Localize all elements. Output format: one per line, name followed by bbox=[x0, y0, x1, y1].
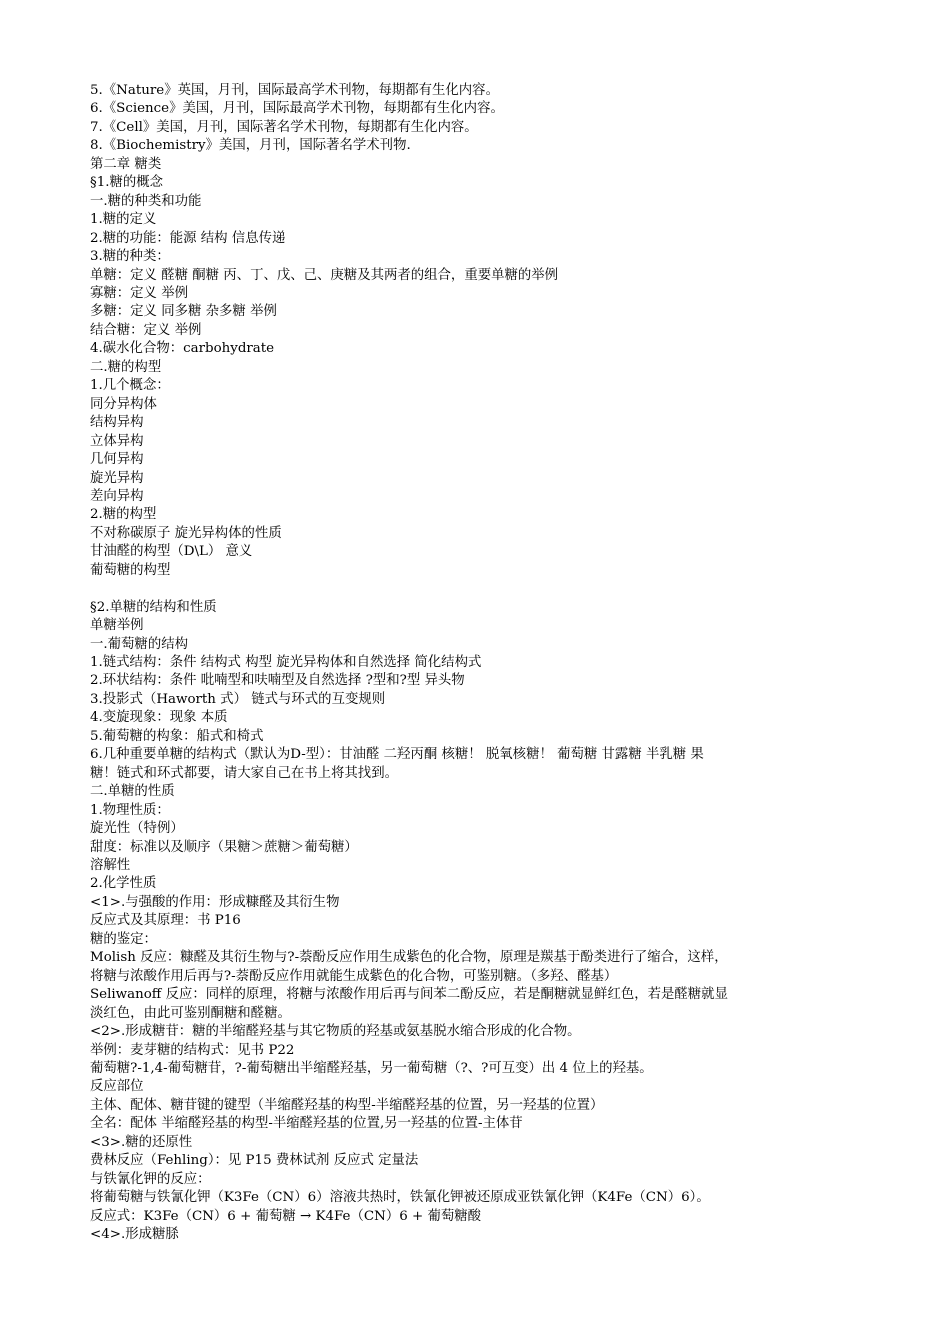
text-line: <3>.糖的还原性 bbox=[90, 1134, 193, 1150]
text-line: 单糖：定义 醛糖 酮糖 丙、丁、戊、己、庚糖及其两者的组合，重要单糖的举例 bbox=[90, 267, 559, 283]
text-line: 6.《Science》美国，月刊，国际最高学术刊物，每期都有生化内容。 bbox=[90, 101, 504, 117]
text-line: <4>.形成糖脎 bbox=[90, 1227, 179, 1243]
text-line: Molish 反应：糠醛及其衍生物与?-萘酚反应作用生成紫色的化合物，原理是羰基于酚类进行了缩合，这样， bbox=[90, 950, 728, 966]
text-line: 旋光异构 bbox=[90, 470, 144, 486]
text-line: 多糖：定义 同多糖 杂多糖 举例 bbox=[90, 304, 277, 320]
text-line: 2.环状结构：条件 吡喃型和呋喃型及自然选择 ?型和?型 异头物 bbox=[90, 673, 465, 689]
text-line: 5.《Nature》英国，月刊，国际最高学术刊物，每期都有生化内容。 bbox=[90, 83, 499, 98]
text-line: 7.《Cell》美国，月刊，国际著名学术刊物，每期都有生化内容。 bbox=[90, 119, 478, 135]
text-line: 糖的鉴定： bbox=[90, 931, 157, 947]
text-line: 1.物理性质： bbox=[90, 802, 170, 818]
text-line: <2>.形成糖苷：糖的半缩醛羟基与其它物质的羟基或氨基脱水缩合形成的化合物。 bbox=[90, 1024, 581, 1040]
text-line: 1.链式结构：条件 结构式 构型 旋光异构体和自然选择 简化结构式 bbox=[90, 655, 482, 671]
text-line: 立体异构 bbox=[90, 433, 144, 449]
text-line: 费林反应（Fehling）：见 P15 费林试剂 反应式 定量法 bbox=[90, 1153, 419, 1169]
text-line: 2.糖的功能：能源 结构 信息传递 bbox=[90, 230, 286, 246]
text-line: 4.碳水化合物：carbohydrate bbox=[90, 341, 275, 357]
text-line: 2.糖的构型 bbox=[90, 507, 157, 523]
text-line: 不对称碳原子 旋光异构体的性质 bbox=[90, 525, 282, 541]
text-line: 3.糖的种类： bbox=[90, 249, 170, 265]
text-line: 结合糖：定义 举例 bbox=[90, 322, 202, 338]
text-line: 二.单糖的性质 bbox=[90, 784, 175, 800]
text-line: 8.《Biochemistry》美国，月刊，国际著名学术刊物. bbox=[90, 138, 411, 154]
text-line: 全名：配体 半缩醛羟基的构型-半缩醛羟基的位置,另一羟基的位置-主体苷 bbox=[90, 1116, 523, 1132]
text-line: 淡红色，由此可鉴别酮糖和醛糖。 bbox=[90, 1005, 291, 1021]
text-line: 主体、配体、糖苷键的键型（半缩醛羟基的构型-半缩醛羟基的位置，另一羟基的位置） bbox=[90, 1097, 604, 1113]
text-line: 葡萄糖?-1,4-葡萄糖苷，?-葡萄糖出半缩醛羟基，另一葡萄糖（?、?可互变）出 4 位上的羟基。 bbox=[90, 1061, 653, 1076]
text-line: 溶解性 bbox=[90, 858, 131, 874]
text-line: 3.投影式（Haworth 式） 链式与环式的互变规则 bbox=[90, 691, 386, 707]
text-line: 旋光性（特例） bbox=[90, 821, 184, 837]
text-line: 5.葡萄糖的构象：船式和椅式 bbox=[90, 728, 264, 744]
text-line: 4.变旋现象：现象 本质 bbox=[90, 710, 228, 726]
text-line: 反应式：K3Fe（CN）6 + 葡萄糖 → K4Fe（CN）6 + 葡萄糖酸 bbox=[90, 1208, 482, 1224]
text-line: §1.糖的概念 bbox=[90, 175, 164, 191]
text-line: 举例：麦芽糖的结构式：见书 P22 bbox=[90, 1042, 295, 1058]
text-line: 甘油醛的构型（D\L） 意义 bbox=[90, 544, 253, 560]
text-line: 1.糖的定义 bbox=[90, 212, 157, 228]
text-line: 糖！链式和环式都要，请大家自己在书上将其找到。 bbox=[90, 765, 398, 781]
text-line: 将葡萄糖与铁氰化钾（K3Fe（CN）6）溶液共热时，铁氰化钾被还原成亚铁氰化钾（K4Fe（CN）6）。 bbox=[90, 1190, 710, 1206]
text-line: <1>.与强酸的作用：形成糠醛及其衍生物 bbox=[90, 894, 340, 910]
text-line: 将糖与浓酸作用后再与?-萘酚反应作用就能生成紫色的化合物，可鉴别糖。（多羟、醛基） bbox=[90, 968, 618, 984]
document-body bbox=[90, 82, 880, 1245]
blank-line bbox=[90, 580, 880, 598]
text-line: Seliwanoff 反应：同样的原理，将糖与浓酸作用后再与间苯二酚反应，若是酮糖就显鲜红色，若是醛糖就显 bbox=[90, 987, 728, 1003]
text-line: 几何异构 bbox=[90, 452, 144, 468]
text-line: 寡糖：定义 举例 bbox=[90, 285, 188, 301]
text-line: 结构异构 bbox=[90, 415, 144, 431]
text-line: 1.几个概念： bbox=[90, 378, 170, 394]
text-line: 葡萄糖的构型 bbox=[90, 562, 171, 578]
text-line: 6.几种重要单糖的结构式（默认为D-型）：甘油醛 二羟丙酮 核糖！ 脱氧核糖！ 葡萄糖 甘露糖 半乳糖 果 bbox=[90, 747, 704, 763]
text-line: 单糖举例 bbox=[90, 618, 144, 634]
text-line: 差向异构 bbox=[90, 488, 144, 504]
text-line: 同分异构体 bbox=[90, 396, 157, 412]
text-line: 反应部位 bbox=[90, 1079, 144, 1095]
text-line: 二.糖的构型 bbox=[90, 359, 162, 375]
text-line: 第二章 糖类 bbox=[90, 156, 162, 172]
text-line: 甜度：标准以及顺序（果糖＞蔗糖＞葡萄糖） bbox=[90, 839, 358, 855]
text-line: 反应式及其原理：书 P16 bbox=[90, 913, 241, 929]
text-line: 一.葡萄糖的结构 bbox=[90, 636, 188, 652]
text-line: §2.单糖的结构和性质 bbox=[90, 599, 217, 615]
text-line: 与铁氰化钾的反应： bbox=[90, 1171, 211, 1187]
text-line: 一.糖的种类和功能 bbox=[90, 193, 202, 209]
text-line: 2.化学性质 bbox=[90, 876, 157, 892]
